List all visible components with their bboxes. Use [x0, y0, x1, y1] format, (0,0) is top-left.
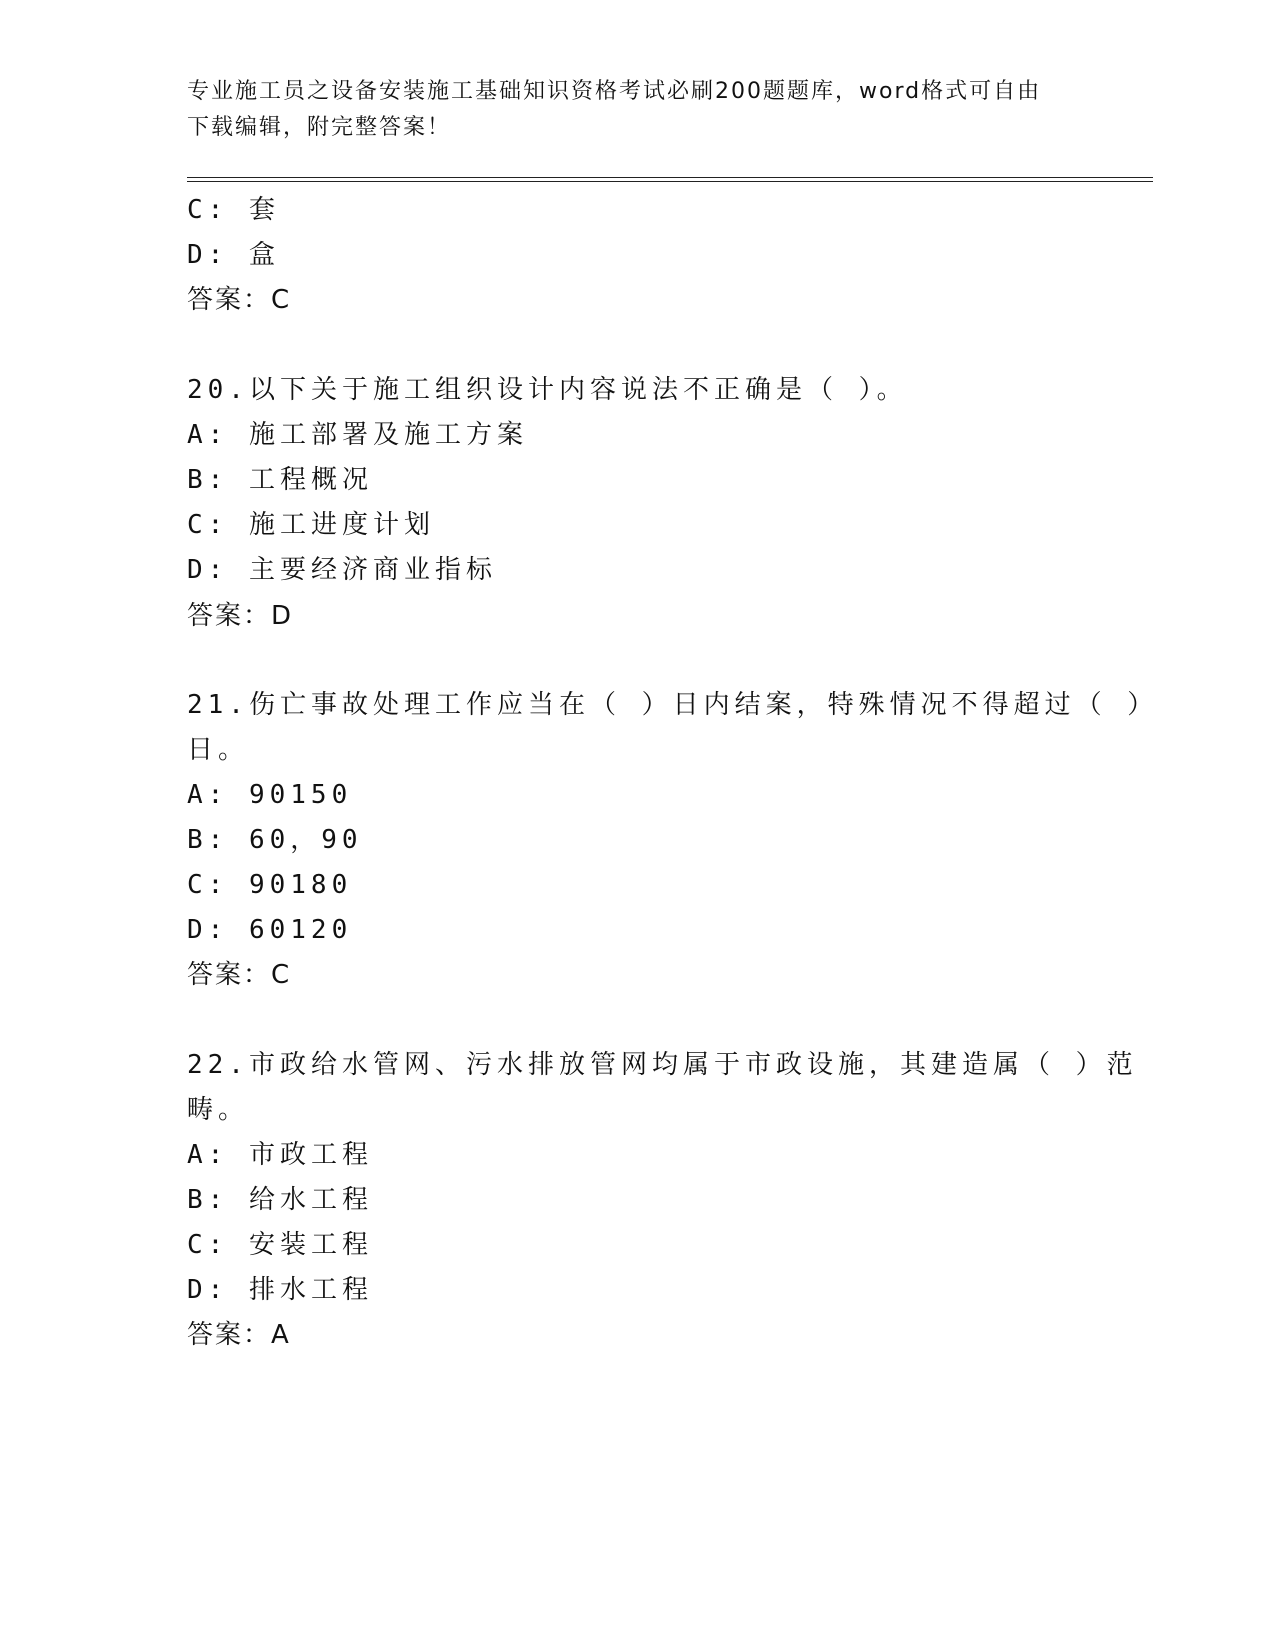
q21-stem-line-1: 21.伤亡事故处理工作应当在（ ）日内结案，特殊情况不得超过（ ） — [187, 690, 1159, 720]
q22-answer: 答案：A — [187, 1320, 291, 1350]
q20-option-d: D: 主要经济商业指标 — [187, 555, 497, 585]
q20-answer: 答案：D — [187, 601, 294, 631]
prev-option-d: D: 盒 — [187, 240, 280, 270]
q21-option-c: C: 90180 — [187, 870, 353, 900]
q21-option-b: B: 60，90 — [187, 825, 363, 855]
q20-option-b: B: 工程概况 — [187, 465, 373, 495]
q21-option-d: D: 60120 — [187, 915, 353, 945]
q22-option-c: C: 安装工程 — [187, 1230, 373, 1260]
q20-option-c: C: 施工进度计划 — [187, 510, 435, 540]
q22-option-d: D: 排水工程 — [187, 1275, 373, 1305]
q20-stem: 20.以下关于施工组织设计内容说法不正确是（ ）。 — [187, 375, 908, 405]
q20-option-a: A: 施工部署及施工方案 — [187, 420, 528, 450]
header-divider-bottom — [187, 181, 1153, 182]
q21-option-a: A: 90150 — [187, 780, 353, 810]
q22-stem-line-1: 22.市政给水管网、污水排放管网均属于市政设施，其建造属（ ）范 — [187, 1050, 1138, 1080]
q22-stem-line-2: 畴。 — [187, 1095, 250, 1125]
header-line-1: 专业施工员之设备安装施工基础知识资格考试必刷200题题库，word格式可自由 — [187, 79, 1042, 104]
prev-answer: 答案：C — [187, 285, 292, 315]
document-header — [187, 74, 1077, 146]
prev-option-c: C: 套 — [187, 195, 280, 225]
q22-option-b: B: 给水工程 — [187, 1185, 373, 1215]
header-divider-top — [187, 177, 1153, 178]
q21-stem-line-2: 日。 — [187, 735, 250, 765]
q21-answer: 答案：C — [187, 960, 292, 990]
header-line-2: 下载编辑，附完整答案！ — [187, 115, 452, 140]
q22-option-a: A: 市政工程 — [187, 1140, 373, 1170]
